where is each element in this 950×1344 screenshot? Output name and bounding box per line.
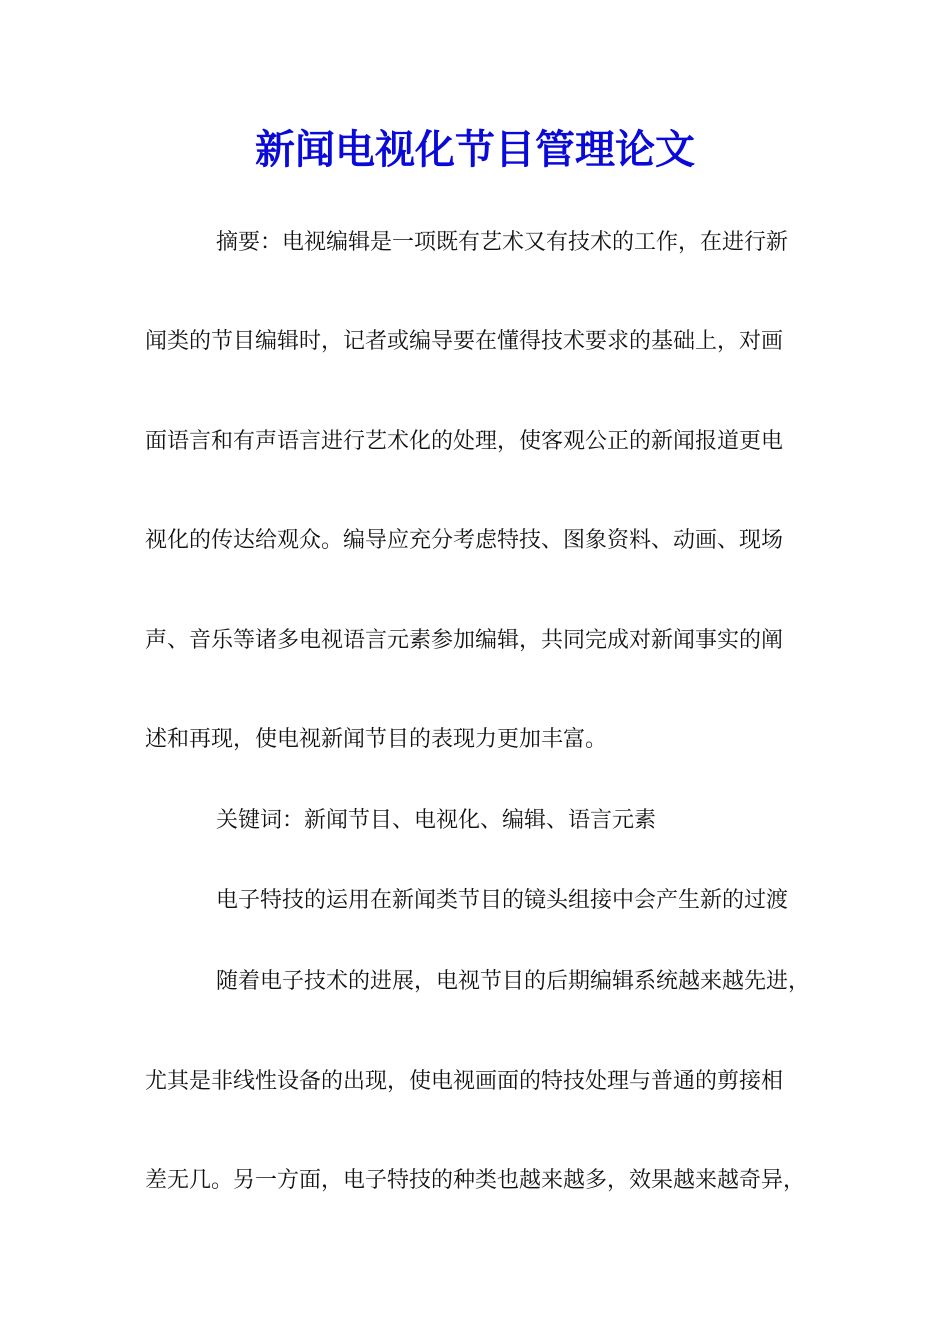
abstract-line-5: 声、音乐等诸多电视语言元素参加编辑，共同完成对新闻事实的阐 — [145, 628, 784, 653]
document-title: 新闻电视化节目管理论文 — [255, 126, 695, 173]
body-line-3: 差无几。另一方面，电子特技的种类也越来越多，效果越来越奇异， — [145, 1168, 806, 1193]
body-line-2: 尤其是非线性设备的出现，使电视画面的特技处理与普通的剪接相 — [145, 1069, 784, 1094]
keywords-line: 关键词：新闻节目、电视化、编辑、语言元素 — [216, 808, 657, 833]
abstract-line-2: 闻类的节目编辑时，记者或编导要在懂得技术要求的基础上，对画 — [145, 329, 784, 354]
abstract-line-3: 面语言和有声语言进行艺术化的处理，使客观公正的新闻报道更电 — [145, 429, 784, 454]
section-heading-line: 电子特技的运用在新闻类节目的镜头组接中会产生新的过渡 — [216, 888, 789, 913]
abstract-line-4: 视化的传达给观众。编导应充分考虑特技、图象资料、动画、现场 — [145, 528, 784, 553]
abstract-line-1: 摘要：电视编辑是一项既有艺术又有技术的工作，在进行新 — [216, 230, 789, 255]
abstract-line-6: 述和再现，使电视新闻节目的表现力更加丰富。 — [145, 727, 608, 752]
body-line-1: 随着电子技术的进展，电视节目的后期编辑系统越来越先进， — [216, 969, 811, 994]
